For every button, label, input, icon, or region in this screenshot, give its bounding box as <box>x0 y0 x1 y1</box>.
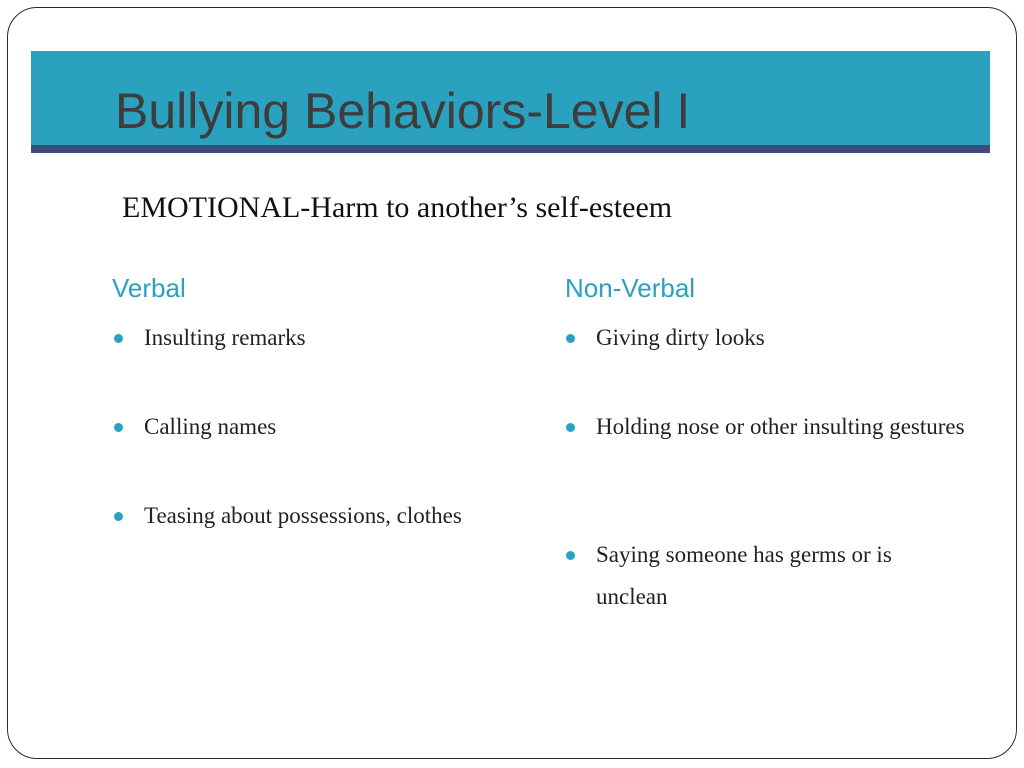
list-item-text: Calling names <box>144 414 277 439</box>
list-item-text: Teasing about possessions, clothes <box>144 503 462 528</box>
bullet-icon <box>114 512 123 521</box>
list-item <box>144 320 534 356</box>
slide-title: Bullying Behaviors-Level I <box>115 83 691 139</box>
list-item <box>596 409 966 445</box>
list-item <box>596 320 966 356</box>
slide-subtitle: EMOTIONAL-Harm to another’s self-esteem <box>122 191 673 224</box>
list-item <box>144 498 534 534</box>
list-item-text: Saying someone has germs or is unclean <box>596 542 892 609</box>
list-item <box>144 409 534 445</box>
bullet-icon <box>566 423 575 432</box>
list-item-text: Holding nose or other insulting gestures <box>596 414 965 439</box>
list-item <box>596 534 966 618</box>
title-rule <box>31 145 990 153</box>
list-item-text: Insulting remarks <box>144 325 306 350</box>
bullet-icon <box>566 334 575 343</box>
non-verbal-heading: Non-Verbal <box>565 273 696 303</box>
list-item-text: Giving dirty looks <box>596 325 765 350</box>
verbal-heading: Verbal <box>112 273 186 303</box>
bullet-icon <box>114 334 123 343</box>
bullet-icon <box>566 551 575 560</box>
bullet-icon <box>114 423 123 432</box>
